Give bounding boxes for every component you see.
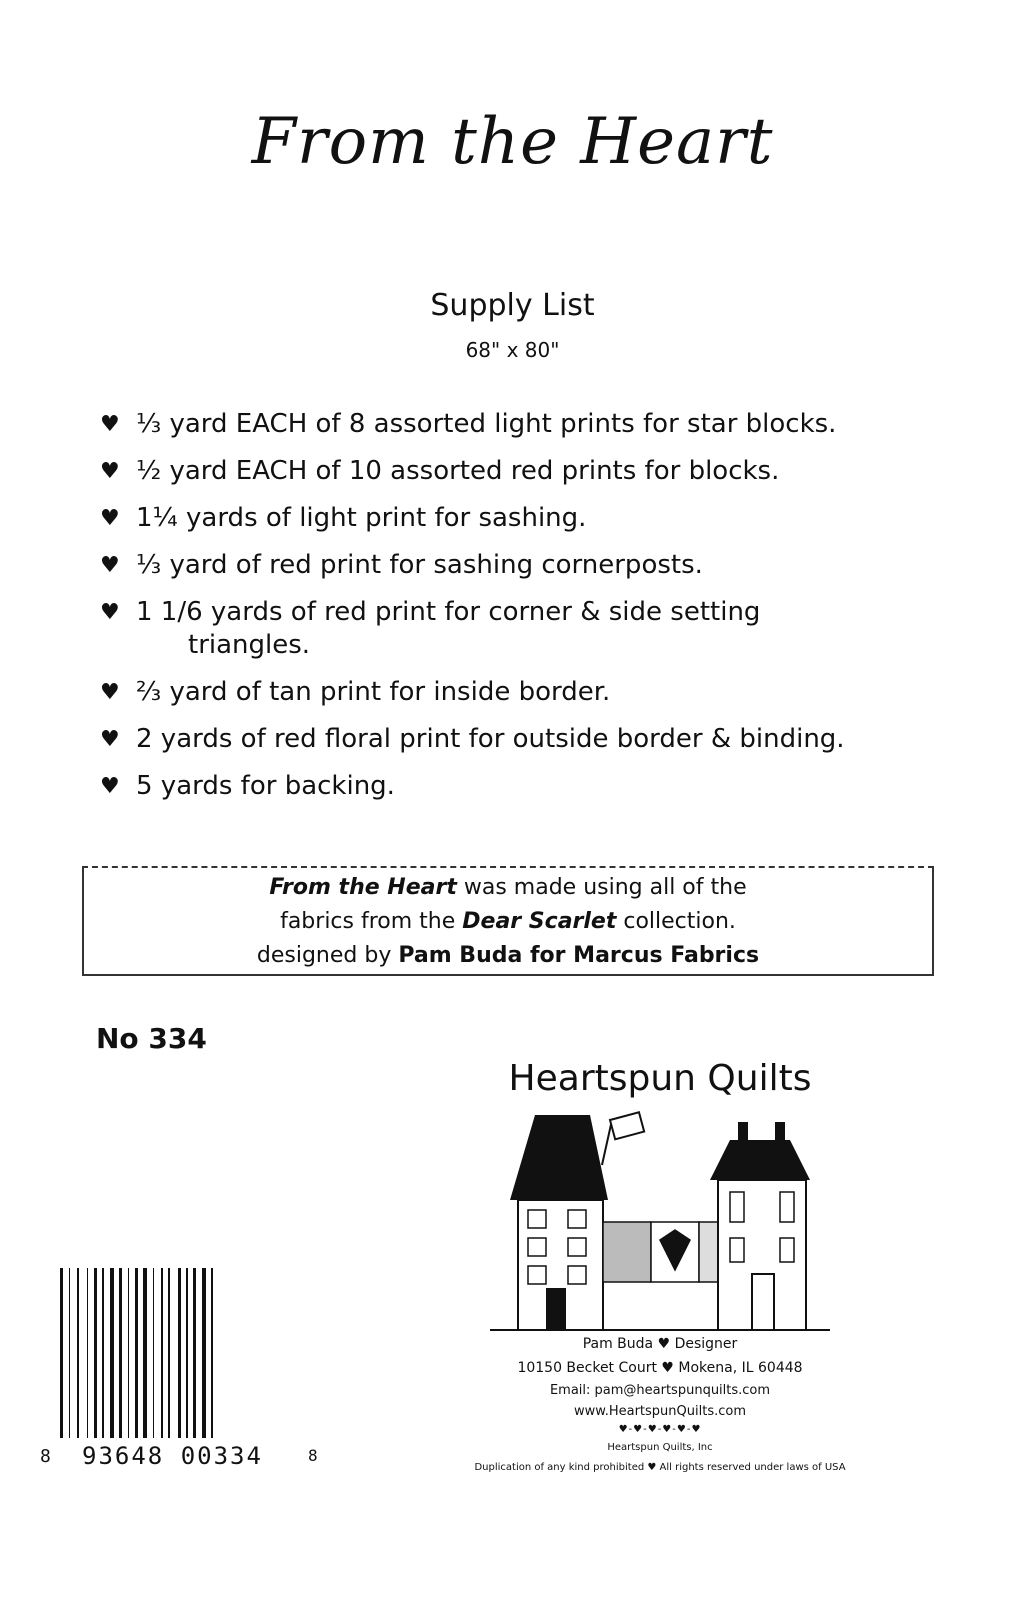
list-item-text: ⅓ yard of red print for sashing cornerposts. xyxy=(136,550,703,580)
heart-icon: ♥ xyxy=(100,506,120,531)
list-item xyxy=(100,408,940,441)
list-item-text: 1¼ yards of light print for sashing. xyxy=(136,503,587,533)
credit-text: fabrics from the xyxy=(280,909,463,934)
supply-list xyxy=(100,408,940,817)
heart-icon: ♥ xyxy=(100,600,120,625)
left-house-roof xyxy=(510,1115,608,1200)
list-item-line: 1 1/6 yards of red print for corner & side setting xyxy=(136,597,761,627)
credit-pattern-name: From the Heart xyxy=(269,875,457,900)
barcode-check-digit: 8 xyxy=(308,1446,318,1465)
heart-icon: ♥ xyxy=(100,459,120,484)
heart-icon: ♥ xyxy=(100,727,120,752)
credit-text: was made using all of the xyxy=(456,875,747,900)
list-item-continuation: triangles. xyxy=(188,630,311,660)
list-item xyxy=(100,455,940,488)
list-item-text: ⅓ yard EACH of 8 assorted light prints for star blocks. xyxy=(136,409,837,439)
credit-collection-name: Dear Scarlet xyxy=(462,909,617,934)
credit-text: collection. xyxy=(616,909,736,934)
list-item xyxy=(100,770,940,803)
email-address: Email: pam@heartspunquilts.com xyxy=(549,1383,771,1398)
list-item-text: ⅔ yard of tan print for inside border. xyxy=(136,677,611,707)
credit-text: designed by xyxy=(256,943,399,968)
list-item-text xyxy=(136,596,940,662)
barcode-digits: 93648 00334 xyxy=(82,1442,263,1470)
credit-line-1 xyxy=(84,871,932,905)
barcode-lead-digit: 8 xyxy=(40,1446,51,1467)
left-house-door xyxy=(546,1288,566,1330)
copyright-notice: Duplication of any kind prohibited ♥ All rights reserved under laws of USA xyxy=(474,1462,846,1473)
list-item xyxy=(100,502,940,535)
upc-barcode xyxy=(38,1268,328,1468)
brand-name: Heartspun Quilts xyxy=(508,1058,812,1099)
list-item-text: 2 yards of red floral print for outside border & binding. xyxy=(136,724,845,754)
list-item xyxy=(100,596,940,662)
designer-credit: Pam Buda ♥ Designer xyxy=(582,1336,738,1352)
list-item-text: ½ yard EACH of 10 assorted red prints for blocks. xyxy=(136,456,780,486)
credit-line-2 xyxy=(84,905,932,939)
credit-designer-names: Pam Buda for Marcus Fabrics xyxy=(398,943,760,968)
list-item-text: 5 yards for backing. xyxy=(136,771,395,801)
list-item xyxy=(100,676,940,709)
right-house-door xyxy=(752,1274,774,1330)
pattern-number: No 334 xyxy=(96,1022,207,1055)
mailing-address: 10150 Becket Court ♥ Mokena, IL 60448 xyxy=(517,1360,803,1376)
heartspun-houses-logo xyxy=(490,1110,830,1335)
right-house-roof xyxy=(710,1140,810,1180)
company-name: Heartspun Quilts, Inc xyxy=(607,1442,713,1453)
pattern-title: From the Heart xyxy=(251,105,774,179)
heart-icon: ♥ xyxy=(100,553,120,578)
quilt-size: 68" x 80" xyxy=(465,338,560,362)
website-url: www.HeartspunQuilts.com xyxy=(574,1404,746,1419)
list-item xyxy=(100,549,940,582)
heart-icon: ♥ xyxy=(100,774,120,799)
heart-icon: ♥ xyxy=(100,680,120,705)
supply-list-heading: Supply List xyxy=(430,288,595,323)
heart-divider: ♥-♥-♥-♥-♥-♥ xyxy=(618,1424,702,1435)
fabric-credit-box xyxy=(82,866,934,976)
heart-icon: ♥ xyxy=(100,412,120,437)
list-item xyxy=(100,723,940,756)
credit-line-3 xyxy=(84,939,932,973)
